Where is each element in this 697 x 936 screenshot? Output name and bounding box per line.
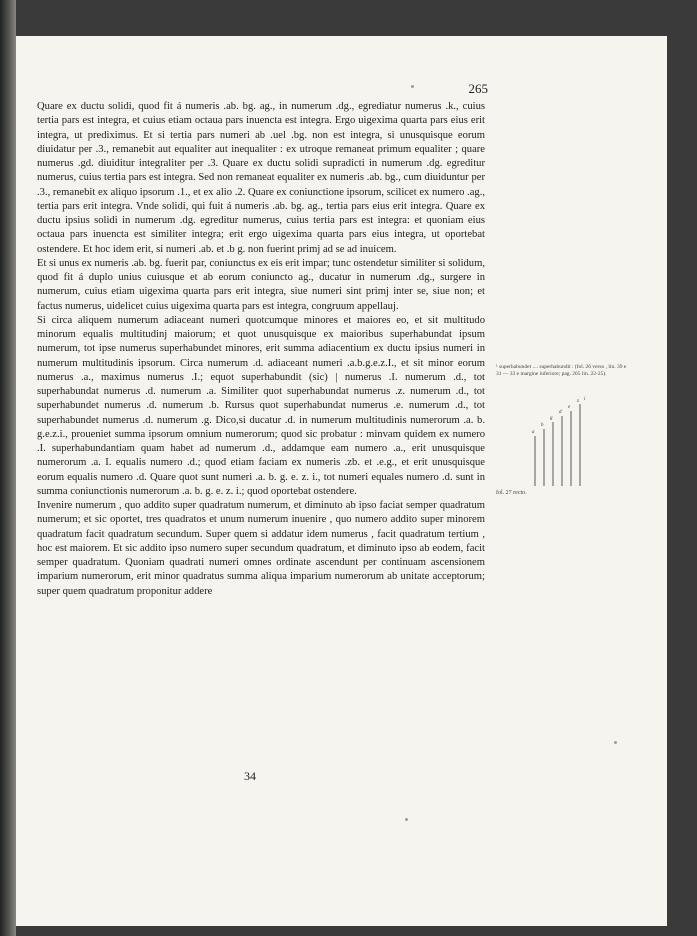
figure-label: z [577,399,579,404]
figure-label: g [550,416,553,421]
line-segments-figure [525,396,590,488]
book-binding-edge [0,0,16,936]
figure-label: d [559,410,562,415]
figure-label: a [532,430,535,435]
paragraph: Invenire numerum , quo addito super quadratum numerum, et diminuto ab ipso faciat semper quadratum numerum; et sic oportet, tres quadratos et unum numerum inuenire , quo numero addito super minorem quadratum facit quadratum secundum. Super quem si addatur idem numerus , facit quadratum tertium , hoc est maiorem. Et sic addito ipso numero super secundum quadratum, et diminuto ipso ab eodem, facit semper quadratum. Quoniam quadrati numeri omnes ordinate ascendunt per continuam ascensionem imparium numerorum, erit minor quadratus summa aliqua imparium numerorum ab unitate acceptorum; super quem quadratum proponitur addere [37,500,485,597]
body-text [37,100,485,599]
paragraph: Quare ex ductu solidi, quod fit á numeris .ab. bg. ag., in numerum .dg., egrediatur numerus .k., cuius tertia pars est integra, et cuius etiam octaua pars inuencta est integra. Ergo uigexima quarta pars eius erit integra, ut prediximus. Et si tertia pars numeri ab .uel .bg. non est integra, si unusquisque eorum diuidatur per .3., remanebit aut equaliter aut inequaliter : ex utroque remaneat primum equaliter ; quare numerus .gd. diuiditur integraliter per .3. Quare ex ductu solidi supradicti in numerum .dg. egreditur numerus, cuius tertia pars est integra. Sed non remaneat equaliter ex numeris .ab. bg., cum diuiduntur per .3., remanebit ex aliquo ipsorum .1., et ex alio .2. Quare ex coniunctione ipsorum, scilicet ex numero .ag., tertia pars erit integra. Vnde solidi, qui fuit á numeris .ab. bg. ag., tertia pars eius erit integra. Quare ex ductu ipsius solidi in numerum .dg. egreditur numerus, cuius tertia pars est integra: et quoniam eius octaua pars inuencta est similiter integra; erit ergo uigexima quarta pars eius integra, ut oportebat ostendere. Et hoc idem erit, si numeri .ab. et .b g. non fuerint primj ad se ad inuicem. [37,101,485,255]
figure-caption: fol. 27 recto. [496,490,527,496]
margin-note: ¹ superhabundet .... superhabundit : (fol. 26 verso , lin. 39 e 31 — 33 e margine inferiore; pag. 265 lin. 22-25). [496,364,627,377]
page-number: 265 [468,81,488,96]
paragraph: Et si unus ex numeris .ab. bg. fuerit par, coniunctus ex eis erit impar; tunc ostendetur similiter si solidum, quod fit á duplo unius cuiusque et ab eorum coniuncto ag., ducatur in numerum .dg., surgere in numerum, cuius etiam uigexima quarta pars erit integra, siue numeri sint primj inter se, siue non; et factus numerus, uidelicet cuius uigexima quarta pars est integra, congruum appellauj. [37,257,485,312]
paper-spot [405,818,408,821]
paragraph: Si circa aliquem numerum adiaceant numeri quotcumque minores et maiores eo, et sit multitudo minorum equalis multitudinj maiorum; et quot unusquisque ex maioribus superhabundat ipsum numerum, tot ipse numerus superhabundet minores, erit summa adiacentium ex ductu ipsius numeri in numerum multitudinis ipsorum. Circa numerum .d. adiaceant numeri .a.b.g.e.z.I., et sit minor eorum numerus .a., maximus numerus .I.; equot superhabundit (sic) | numerus .I. numerum .d., tot superhabundat numerus .d. numerum .a. Similiter quot superhabundat numerus .z. numerum .d., tot superhabundet numerus .d. numerum .b. Rursus quot superhabundat numerus .e. numerum .d., tot superhabundet numerus .d. numerum .g. Dico,si ducatur .d. in numerum multitudinis numerorum .a. b. g.e.z.i., proueniet summa ipsorum omnium numerorum; quod sic probatur : minvam quidem ex numero .I. superhabundantiam quam habet ad numerum .d., addamque eam numero .a., erit unusquisque numerorum .a. I. equalis numero .d.; quod etiam faciam ex numeris .zb. et .e.g., et erit unusquisque eorum equalis numero .d. Quare quot sunt numeri .a. b. g. e. z. i., tot numeri equales numero .d. sunt in summa coniunctionis numerorum .a. b. g. e. z. i.; quod oportebat ostendere. [37,314,485,497]
paper-spot [411,85,414,88]
figure-label: b [541,423,544,428]
figure-label: i [584,397,586,402]
figure-label: e [568,405,571,410]
signature-mark: 34 [244,769,256,783]
paper-spot [614,741,617,744]
